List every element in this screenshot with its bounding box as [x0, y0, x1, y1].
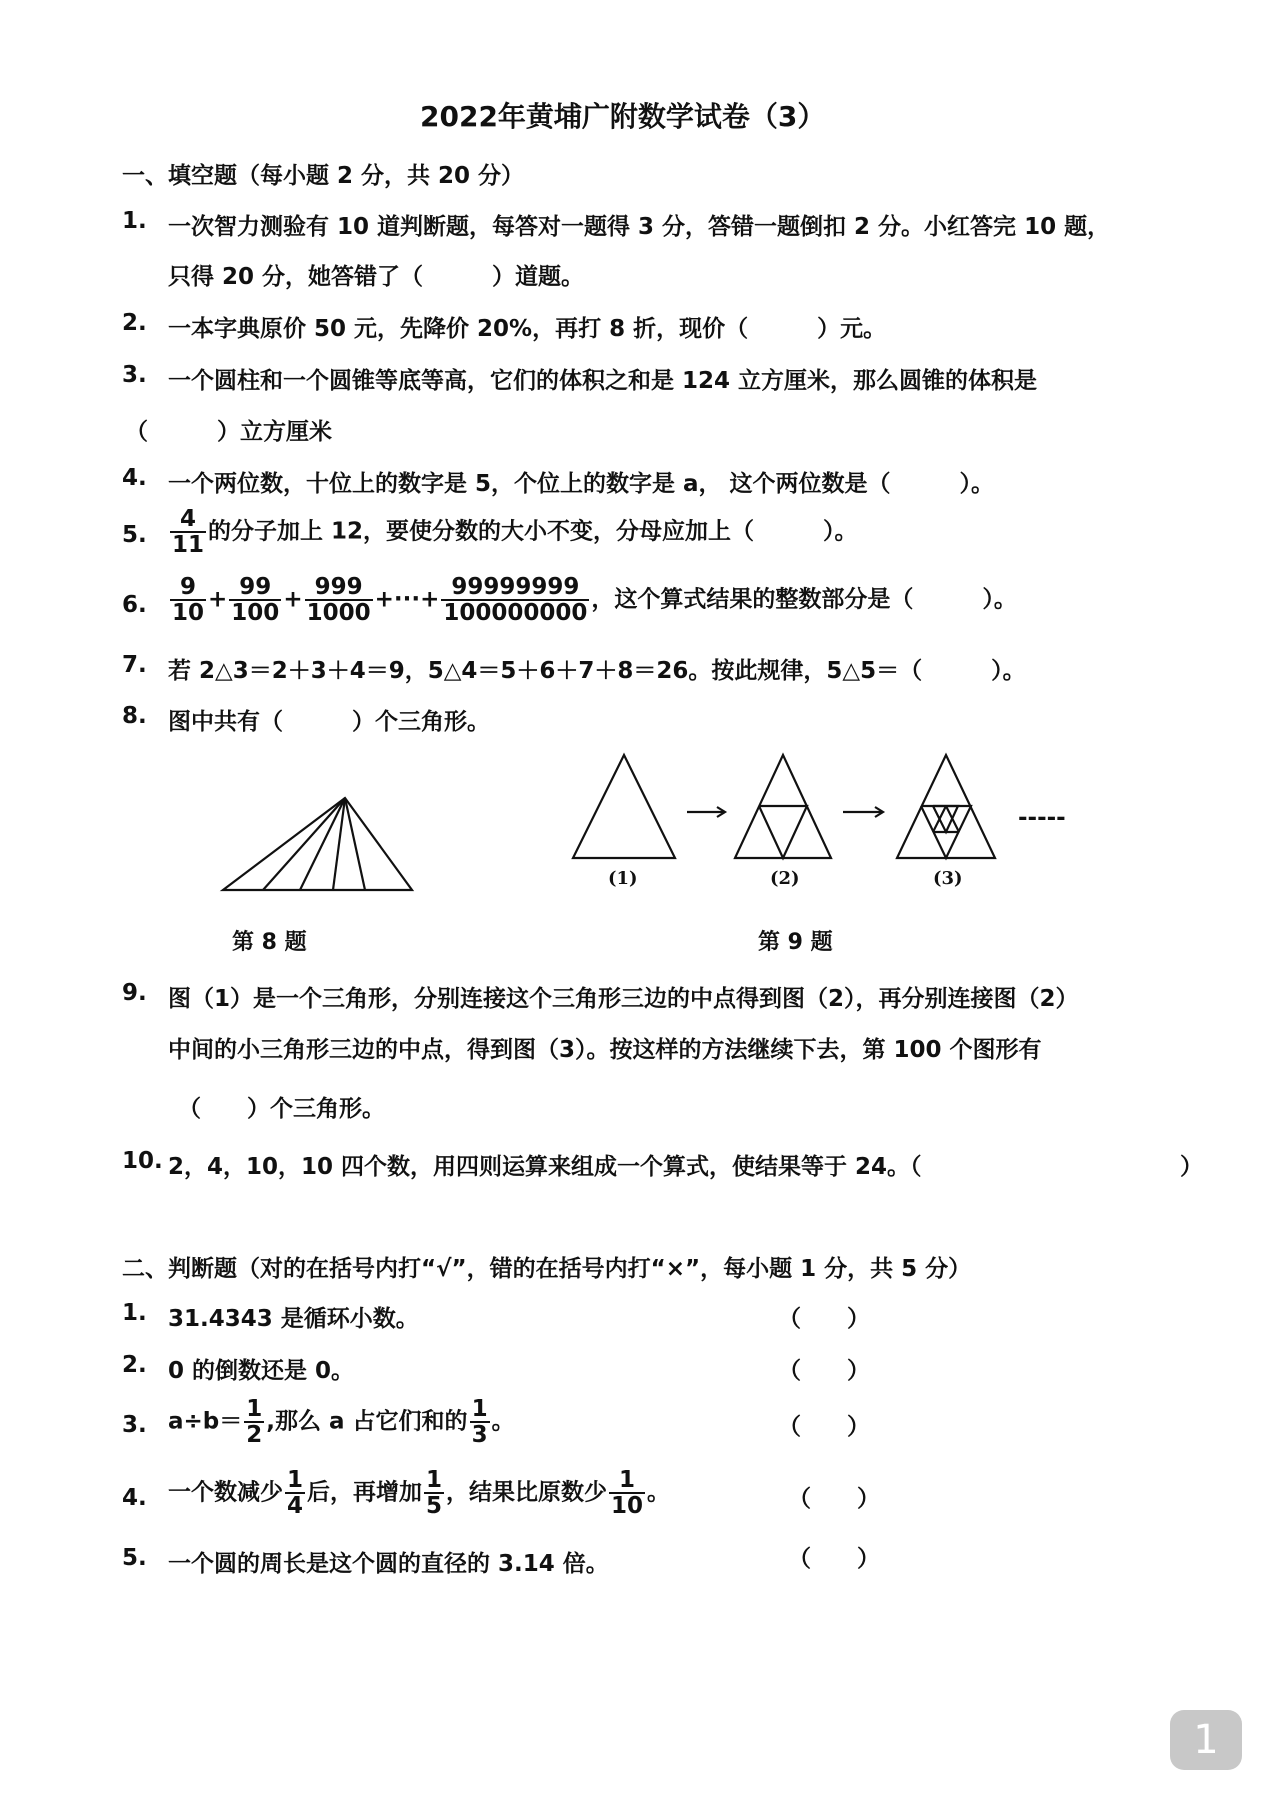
s1-q2-number: 2. [122, 310, 147, 336]
s1-q1-line1: 一次智力测验有 10 道判断题，每答对一题得 3 分，答错一题倒扣 2 分。小红答完 10 题， [168, 214, 1111, 240]
figure9-continuation-dots: ----- [1018, 805, 1066, 831]
s1-q9-line3: （ ）个三角形。 [178, 1096, 385, 1122]
s2-q4-fraction-2: $\frac{1}{5}$ [426, 1467, 443, 1520]
figure9-label-1: (1) [608, 868, 638, 889]
s2-q3-fraction-1: $\frac{1}{2}$ [246, 1396, 263, 1449]
s1-q4-text: 一个两位数，十位上的数字是 5，个位上的数字是 a， 这个两位数是（ ）。 [168, 471, 995, 497]
s1-q9-line1: 图（1）是一个三角形，分别连接这个三角形三边的中点得到图（2），再分别连接图（2） [168, 986, 1079, 1012]
s2-q2-text: 0 的倒数还是 0。 [168, 1358, 355, 1384]
s1-q5-line: $\frac{4}{11}$ 的分子加上 12，要使分数的大小不变，分母应加上（ ）。 [172, 506, 858, 559]
s1-q2-text: 一本字典原价 50 元，先降价 20%，再打 8 折，现价（ ）元。 [168, 316, 887, 342]
s1-q8-number: 8. [122, 703, 147, 729]
s1-q3-line2: （ ）立方厘米 [125, 419, 332, 445]
section1-heading: 一、填空题（每小题 2 分，共 20 分） [122, 163, 525, 189]
s1-q8-text: 图中共有（ ）个三角形。 [168, 709, 490, 735]
s1-q10-text: 2，4，10，10 四个数，用四则运算来组成一个算式，使结果等于 24。（ [168, 1154, 922, 1180]
figure9-caption: 第 9 题 [758, 930, 833, 955]
s2-q1-answer-bracket: （ ） [778, 1306, 870, 1332]
s1-q4-number: 4. [122, 465, 147, 491]
s1-q6-line: $\frac{9}{10}$ + $\frac{99}{100}$ + $\frac{999}{1000}$ +···+ $\frac{99999999}{100000000}$ ，这个算式结果的整数部分是（ ）。 [172, 574, 1017, 627]
s1-q3-line1: 一个圆柱和一个圆锥等底等高，它们的体积之和是 124 立方厘米，那么圆锥的体积是 [168, 368, 1038, 394]
figure8-caption: 第 8 题 [232, 930, 307, 955]
s1-q3-number: 3. [122, 362, 147, 388]
s1-q1-line2: 只得 20 分，她答错了（ ）道题。 [168, 264, 585, 290]
s1-q9-line2: 中间的小三角形三边的中点，得到图（3）。按这样的方法继续下去，第 100 个图形有 [168, 1037, 1042, 1063]
s1-q6-fraction-4: $\frac{99999999}{100000000}$ [443, 574, 588, 627]
page-title: 2022年黄埔广附数学试卷（3） [420, 100, 826, 133]
s2-q4-line: 一个数减少 $\frac{1}{4}$ 后，再增加 $\frac{1}{5}$ ，结果比原数少 $\frac{1}{10}$ 。 [168, 1467, 671, 1520]
s1-q6-fraction-2: $\frac{99}{100}$ [231, 574, 280, 627]
s2-q4-fraction-3: $\frac{1}{10}$ [611, 1467, 644, 1520]
s2-q2-answer-bracket: （ ） [778, 1358, 870, 1384]
figure8-triangle-fan [215, 790, 415, 900]
s1-q6-number: 6. [122, 592, 147, 618]
s1-q1-number: 1. [122, 208, 147, 234]
figure9-label-2: (2) [770, 868, 800, 889]
s1-q5-fraction: $\frac{4}{11}$ [172, 506, 205, 559]
figure9-label-3: (3) [933, 868, 963, 889]
figure9-triangle-sequence [565, 750, 1085, 870]
section2-heading: 二、判断题（对的在括号内打“√”，错的在括号内打“×”，每小题 1 分，共 5 分） [122, 1256, 972, 1282]
s1-q6-fraction-1: $\frac{9}{10}$ [172, 574, 205, 627]
s2-q5-number: 5. [122, 1545, 147, 1571]
s1-q10-close-bracket: ） [1180, 1154, 1203, 1180]
s1-q7-text: 若 2△3＝2＋3＋4＝9，5△4＝5＋6＋7＋8＝26。按此规律，5△5＝（ ）。 [168, 658, 1026, 684]
s1-q7-number: 7. [122, 652, 147, 678]
s1-q10-number: 10. [122, 1148, 163, 1174]
s2-q2-number: 2. [122, 1352, 147, 1378]
s2-q4-answer-bracket: （ ） [788, 1486, 880, 1512]
s1-q9-number: 9. [122, 980, 147, 1006]
s2-q5-text: 一个圆的周长是这个圆的直径的 3.14 倍。 [168, 1551, 609, 1577]
s2-q3-number: 3. [122, 1412, 147, 1438]
s2-q1-text: 31.4343 是循环小数。 [168, 1306, 419, 1332]
s1-q5-number: 5. [122, 522, 147, 548]
s2-q3-answer-bracket: （ ） [778, 1414, 870, 1440]
page-number-badge[interactable]: 1 [1170, 1710, 1242, 1770]
s2-q4-fraction-1: $\frac{1}{4}$ [287, 1467, 304, 1520]
s1-q6-fraction-3: $\frac{999}{1000}$ [306, 574, 371, 627]
s2-q4-number: 4. [122, 1485, 147, 1511]
s2-q1-number: 1. [122, 1300, 147, 1326]
s2-q3-fraction-2: $\frac{1}{3}$ [471, 1396, 488, 1449]
s2-q5-answer-bracket: （ ） [788, 1546, 880, 1572]
s2-q3-line: a÷b＝ $\frac{1}{2}$ ,那么 a 占它们和的 $\frac{1}{3}$ 。 [168, 1396, 515, 1449]
